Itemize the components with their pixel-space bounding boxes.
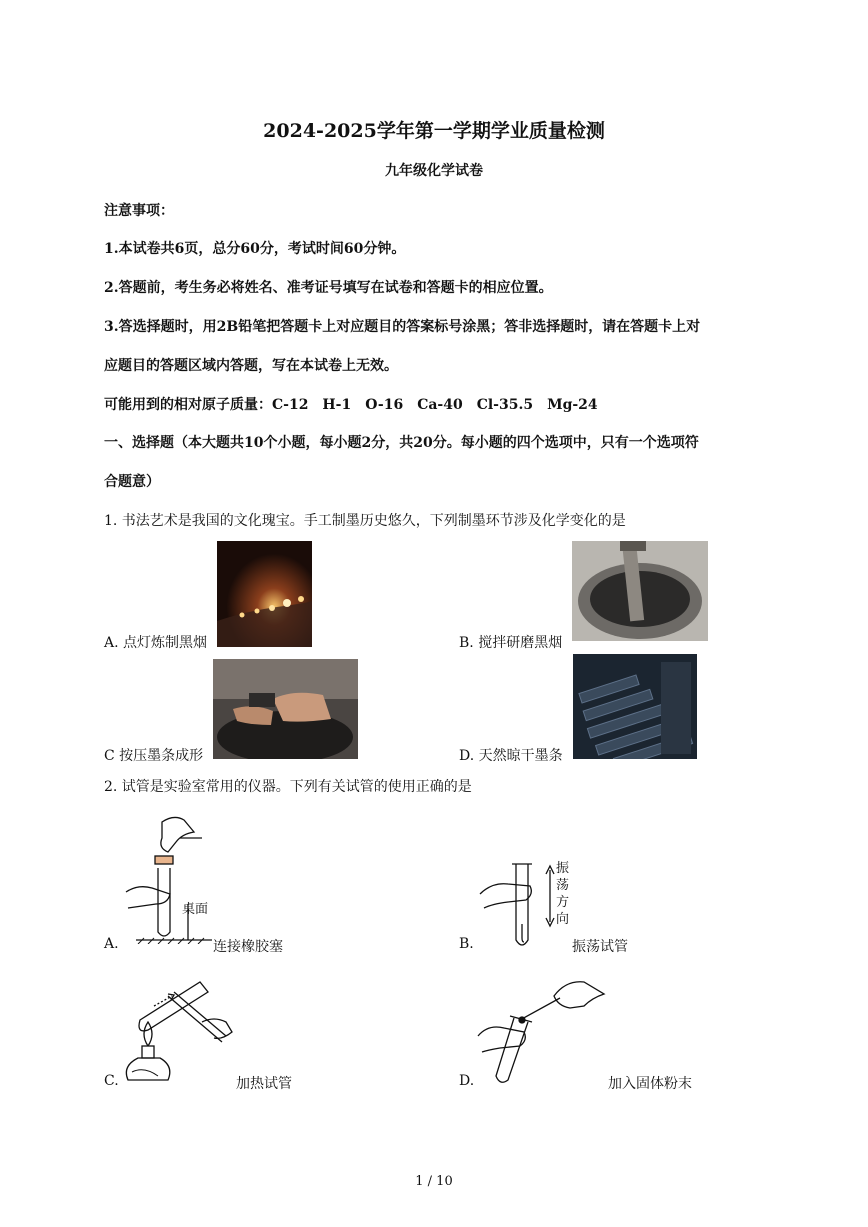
section1-heading-cont: 合题意） — [104, 474, 160, 490]
q2-option-a-text: 连接橡胶塞 — [213, 939, 283, 955]
q1-option-c-photo — [213, 659, 358, 759]
q2-option-c-letter: C. — [104, 1073, 119, 1089]
q2-option-a-letter: A. — [104, 936, 119, 952]
q2-stem: 2. 试管是实验室常用的仪器。下列有关试管的使用正确的是 — [104, 779, 472, 795]
page-subtitle: 九年级化学试卷 — [385, 163, 483, 179]
q1-option-a-photo — [217, 541, 312, 647]
notice-item-2: 2.答题前，考生务必将姓名、准考证号填写在试卷和答题卡的相应位置。 — [104, 280, 553, 296]
notice-item-3: 3.答选择题时，用2B铅笔把答题卡上对应题目的答案标号涂黑；答非选择题时，请在答题卡上对 — [104, 319, 701, 335]
q1-option-a-label: A. 点灯炼制黑烟 — [104, 635, 208, 651]
q2-option-d-diagram — [476, 972, 608, 1094]
notice-heading: 注意事项： — [104, 203, 174, 219]
q1-option-d-photo — [573, 654, 697, 759]
q2-option-d-letter: D. — [459, 1073, 475, 1089]
q2-option-b-diagram — [478, 860, 558, 956]
q2-option-c-diagram — [118, 976, 238, 1092]
q1-option-c-label: C 按压墨条成形 — [104, 748, 204, 764]
atomic-mass-line: 可能用到的相对原子质量：C-12 H-1 O-16 Ca-40 Cl-35.5 Mg-24 — [104, 397, 598, 413]
page-title: 2024-2025学年第一学期学业质量检测 — [263, 120, 605, 142]
q2-option-c-text: 加热试管 — [236, 1076, 292, 1092]
q2-option-b-letter: B. — [459, 936, 474, 952]
q1-stem: 1. 书法艺术是我国的文化瑰宝。手工制墨历史悠久，下列制墨环节涉及化学变化的是 — [104, 513, 626, 529]
notice-item-1: 1.本试卷共6页，总分60分，考试时间60分钟。 — [104, 241, 406, 257]
q2-option-d-text: 加入固体粉末 — [608, 1076, 692, 1092]
section1-heading: 一、选择题（本大题共10个小题，每小题2分，共20分。每小题的四个选项中，只有一个选项符 — [104, 435, 699, 451]
q1-option-d-label: D. 天然晾干墨条 — [459, 748, 563, 764]
q2-option-a-diagram — [122, 812, 222, 948]
q2-option-b-text: 振荡试管 — [572, 939, 628, 955]
page-number: 1 / 10 — [415, 1174, 453, 1189]
q1-option-b-label: B. 搅拌研磨黑烟 — [459, 635, 563, 651]
q2-option-b-shake-label: 振荡方向 — [556, 861, 570, 927]
notice-item-3-cont: 应题目的答题区域内答题，写在本试卷上无效。 — [104, 358, 398, 374]
q2-option-a-desk-label: 桌面 — [182, 902, 209, 917]
q1-option-b-photo — [572, 541, 708, 641]
